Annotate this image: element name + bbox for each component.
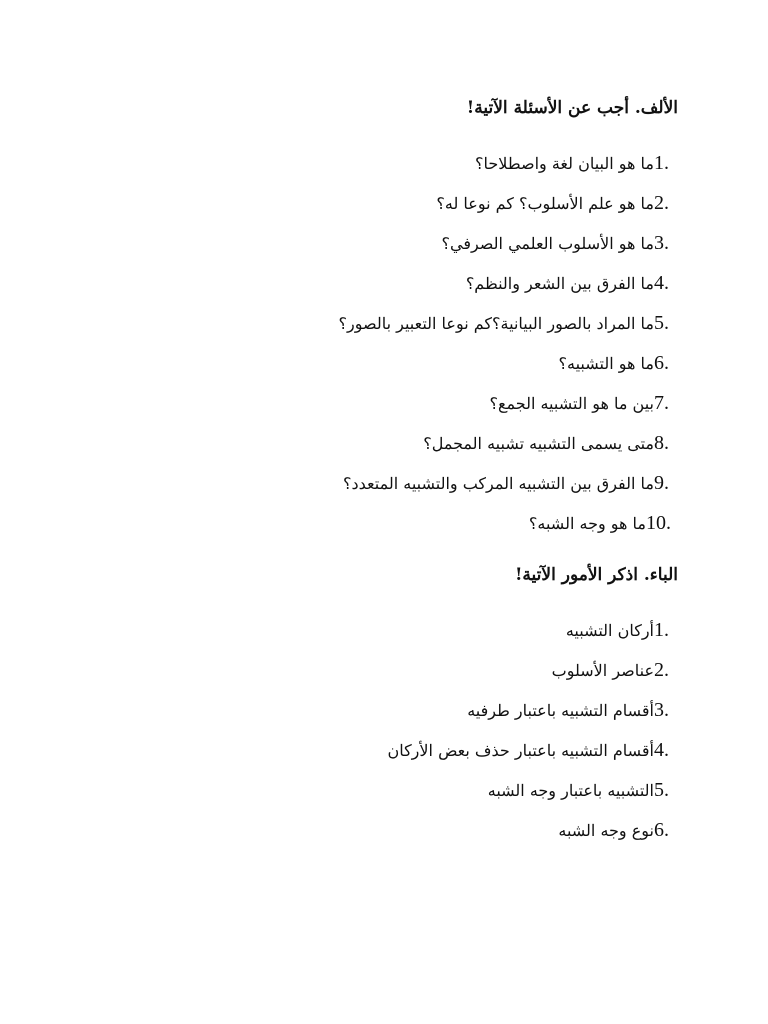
task-text: أركان التشبيه xyxy=(565,620,654,640)
question-item xyxy=(436,190,694,216)
task-number: 1. xyxy=(654,618,669,641)
task-item xyxy=(552,657,694,683)
question-text: ما هو وجه الشبه؟ xyxy=(528,513,646,533)
question-number: 7. xyxy=(654,391,669,414)
task-text: عناصر الأسلوب xyxy=(551,660,654,680)
task-item xyxy=(558,817,694,843)
question-number: 1. xyxy=(654,151,669,174)
question-number: 2. xyxy=(654,191,669,214)
question-number: 5. xyxy=(654,311,669,334)
question-text: ما الفرق بين الشعر والنظم؟ xyxy=(465,273,654,293)
question-item xyxy=(559,350,694,376)
section-b-heading: الباء. اذكر الأمور الآتية! xyxy=(514,565,678,585)
question-item xyxy=(338,310,694,336)
question-text: ما هو التشبيه؟ xyxy=(558,353,654,373)
question-item xyxy=(489,390,694,416)
task-item xyxy=(566,617,694,643)
question-text: ما المراد بالصور البيانية؟كم نوعا التعبير بالصور؟ xyxy=(338,313,654,333)
question-text: ما الفرق بين التشبيه المركب والتشبيه المتعدد؟ xyxy=(343,473,654,493)
task-text: أقسام التشبيه باعتبار حذف بعض الأركان xyxy=(387,740,654,760)
question-number: 8. xyxy=(654,431,669,454)
question-item xyxy=(529,510,694,536)
question-text: ما هو الأسلوب العلمي الصرفي؟ xyxy=(441,233,654,253)
question-item xyxy=(343,470,694,496)
question-number: 4. xyxy=(654,271,669,294)
task-number: 4. xyxy=(654,738,669,761)
task-item xyxy=(387,737,694,763)
task-text: التشبيه باعتبار وجه الشبه xyxy=(487,780,654,800)
task-item xyxy=(467,697,694,723)
question-item xyxy=(466,270,694,296)
task-text: أقسام التشبيه باعتبار طرفيه xyxy=(467,700,654,720)
question-number: 3. xyxy=(654,231,669,254)
task-number: 3. xyxy=(654,698,669,721)
question-item xyxy=(441,230,694,256)
question-text: ما هو علم الأسلوب؟ كم نوعا له؟ xyxy=(436,193,654,213)
task-number: 5. xyxy=(654,778,669,801)
question-number: 6. xyxy=(654,351,669,374)
question-text: بين ما هو التشبيه الجمع؟ xyxy=(489,393,654,413)
question-item xyxy=(423,430,694,456)
task-number: 2. xyxy=(654,658,669,681)
question-text: متى يسمى التشبيه تشبيه المجمل؟ xyxy=(423,433,654,453)
question-number: 10. xyxy=(646,511,671,534)
task-text: نوع وجه الشبه xyxy=(558,820,654,840)
section-a-heading: الألف. أجب عن الأسئلة الآتية! xyxy=(466,98,678,118)
question-item xyxy=(475,150,694,176)
task-item xyxy=(488,777,694,803)
task-number: 6. xyxy=(654,818,669,841)
question-text: ما هو البيان لغة واصطلاحا؟ xyxy=(475,153,654,173)
question-number: 9. xyxy=(654,471,669,494)
